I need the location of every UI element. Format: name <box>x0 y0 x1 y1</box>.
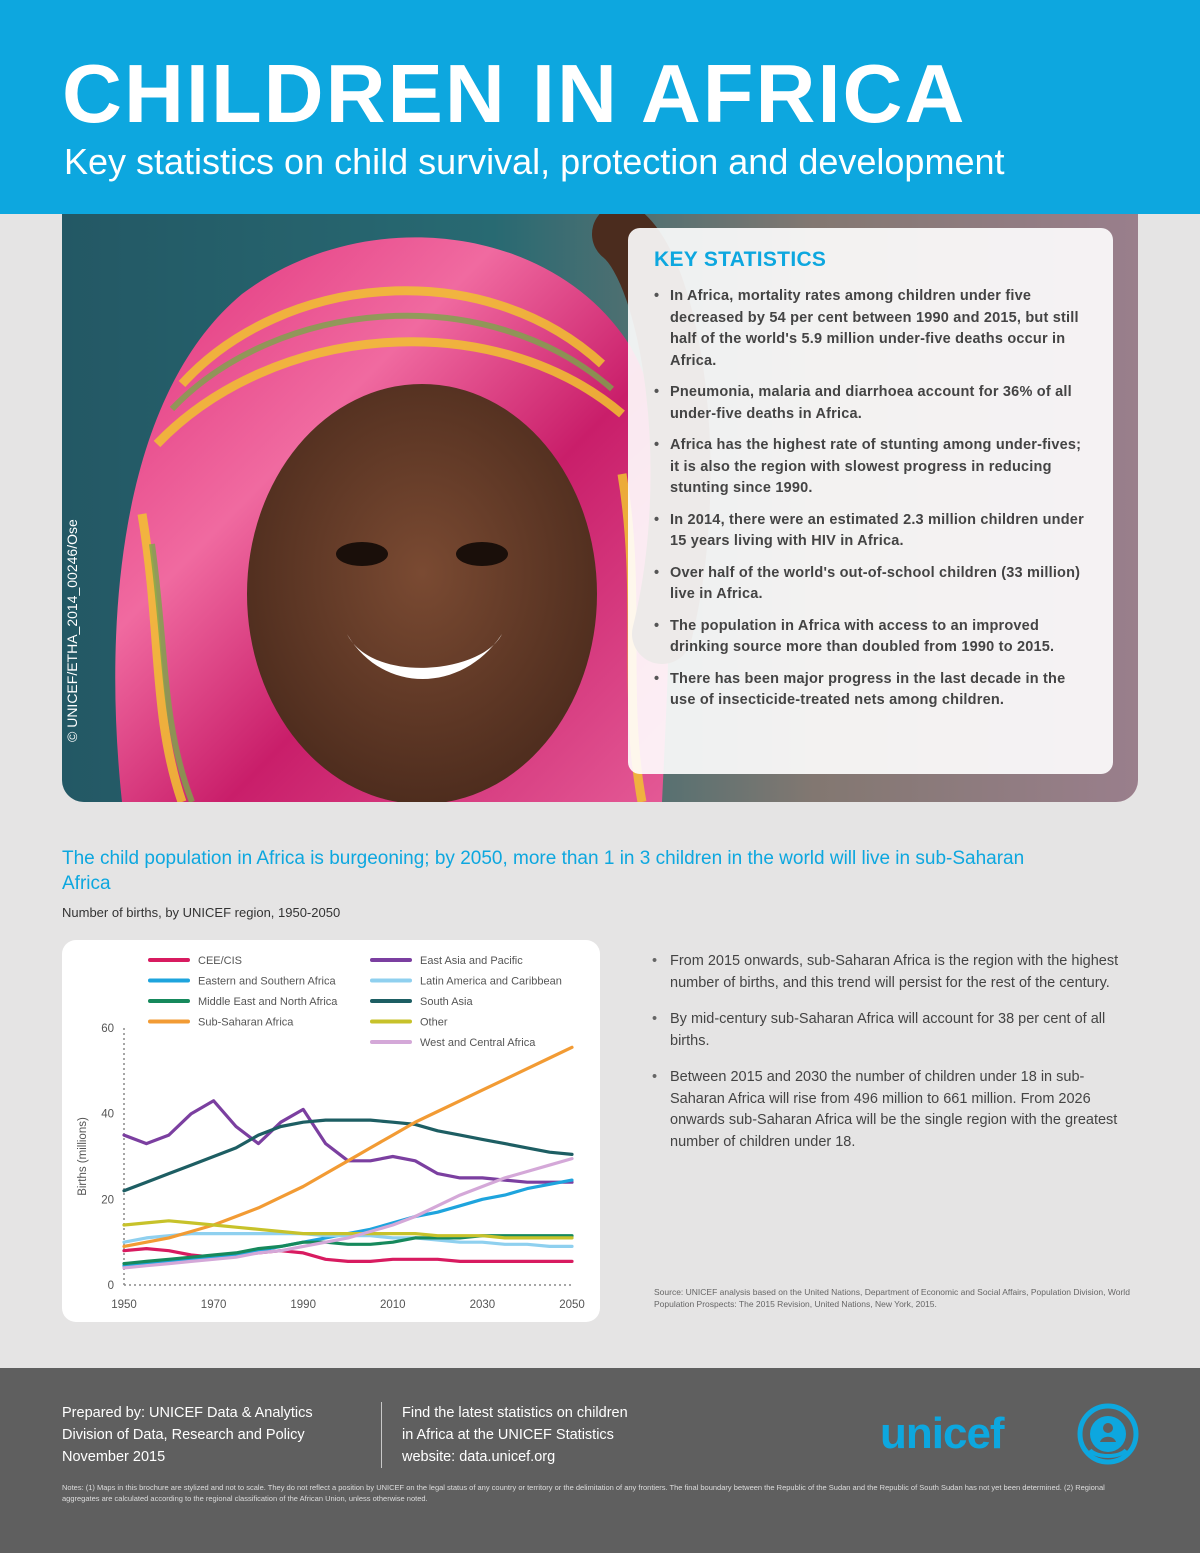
x-tick-label: 1970 <box>200 1299 227 1311</box>
footer <box>0 1368 1200 1553</box>
prepared-line: Prepared by: UNICEF Data & Analytics <box>62 1405 313 1421</box>
y-tick-label: 20 <box>101 1194 114 1207</box>
prepared-by <box>62 1402 372 1468</box>
chart-bullet-item: • By mid-century sub-Saharan Africa will account for 38 per cent of all births. <box>652 1009 1137 1052</box>
legend-label: East Asia and Pacific <box>420 955 523 967</box>
key-stat-item: • There has been major progress in the last decade in the use of insecticide-treated nets among children. <box>654 669 1087 712</box>
legend-label: West and Central Africa <box>420 1037 536 1049</box>
x-tick-label: 1950 <box>111 1299 137 1311</box>
key-stat-item: • Over half of the world's out-of-school children (33 million) live in Africa. <box>654 563 1087 606</box>
footer-notes: Notes: (1) Maps in this brochure are stylized and not to scale. They do not reflect a position by UNICEF on the legal status of any country or territory or the delimitation of any frontiers. The final boundary between the Republic of the Sudan and the Republic of South Sudan has not yet been determined. (2) Regional aggregates are calculated according to the regional classification of the African Union, unless otherwise noted. <box>62 1483 1105 1503</box>
footer-divider <box>381 1402 382 1468</box>
series-line <box>124 1047 572 1246</box>
legend-label: South Asia <box>420 996 473 1008</box>
unicef-wordmark: unicef <box>880 1409 1004 1458</box>
chart-caption: Number of births, by UNICEF region, 1950-2050 <box>62 905 341 920</box>
key-stat-item: • In Africa, mortality rates among children under five decreased by 54 per cent between 1990 and 2015, but still half of the world's 5.9 million under-five deaths occur in Africa. <box>654 286 1087 372</box>
legend-label: Sub-Saharan Africa <box>198 1016 294 1029</box>
y-axis-label: Births (millions) <box>77 1117 89 1196</box>
chart-bullets <box>652 951 1137 1168</box>
key-stat-item: • In 2014, there were an estimated 2.3 million children under 15 years living with HIV in Africa. <box>654 510 1087 553</box>
legend-label: CEE/CIS <box>198 955 243 967</box>
page-subtitle: Key statistics on child survival, protection and development <box>64 141 1005 182</box>
source-note: Source: UNICEF analysis based on the United Nations, Department of Economic and Social Affairs, Population Division, World Population Prospects: The 2015 Revision, United Nations, New York, 2015. <box>654 1287 1130 1309</box>
photo-credit: © UNICEF/ETHA_2014_00246/Ose <box>64 519 80 742</box>
x-tick-label: 2050 <box>559 1299 585 1311</box>
key-statistics-box <box>628 228 1113 774</box>
section-title: The child population in Africa is burgeoning; by 2050, more than 1 in 3 children in the world will live in sub-Saharan Africa <box>62 848 1025 894</box>
x-tick-label: 2030 <box>469 1299 496 1311</box>
chart-bullet-item: • Between 2015 and 2030 the number of children under 18 in sub-Saharan Africa will rise from 496 million to 661 million. From 2026 onwards sub-Saharan Africa will be the single region with the greatest number of children under 18. <box>652 1067 1137 1153</box>
legend-label: Middle East and North Africa <box>198 996 338 1008</box>
births-chart-card <box>62 940 600 1322</box>
series-line <box>124 1159 572 1268</box>
find-statistics <box>402 1402 702 1468</box>
prepared-line: November 2015 <box>62 1449 166 1465</box>
page-title: CHILDREN IN AFRICA <box>62 47 967 140</box>
legend-label: Eastern and Southern Africa <box>198 975 336 988</box>
find-line[interactable]: website: data.unicef.org <box>402 1449 556 1465</box>
legend-label: Latin America and Caribbean <box>420 975 562 988</box>
chart-bullet-item: • From 2015 onwards, sub-Saharan Africa is the region with the highest number of births, and this trend will persist for the rest of the century. <box>652 951 1137 994</box>
key-stat-item: • Pneumonia, malaria and diarrhoea account for 36% of all under-five deaths in Africa. <box>654 382 1087 425</box>
births-line-chart <box>62 940 600 1322</box>
key-statistics-list <box>654 286 1087 712</box>
find-line: Find the latest statistics on children <box>402 1405 628 1421</box>
x-tick-label: 1990 <box>290 1299 316 1311</box>
prepared-line: Division of Data, Research and Policy <box>62 1427 305 1443</box>
x-tick-label: 2010 <box>380 1299 406 1311</box>
unicef-logo <box>880 1404 1140 1464</box>
y-tick-label: 0 <box>107 1280 114 1292</box>
key-stat-item: • The population in Africa with access to an improved drinking source more than doubled from 1990 to 2015. <box>654 616 1087 659</box>
find-line: in Africa at the UNICEF Statistics <box>402 1427 614 1443</box>
header-banner <box>0 0 1200 214</box>
series-line <box>124 1101 572 1182</box>
y-tick-label: 60 <box>101 1023 114 1035</box>
key-stat-item: • Africa has the highest rate of stunting among under-fives; it is also the region with slowest progress in reducing stunting since 1990. <box>654 435 1087 500</box>
y-tick-label: 40 <box>101 1108 114 1121</box>
key-statistics-heading: KEY STATISTICS <box>654 248 827 271</box>
legend-label: Other <box>420 1016 448 1029</box>
unicef-emblem-icon <box>1076 1402 1140 1466</box>
